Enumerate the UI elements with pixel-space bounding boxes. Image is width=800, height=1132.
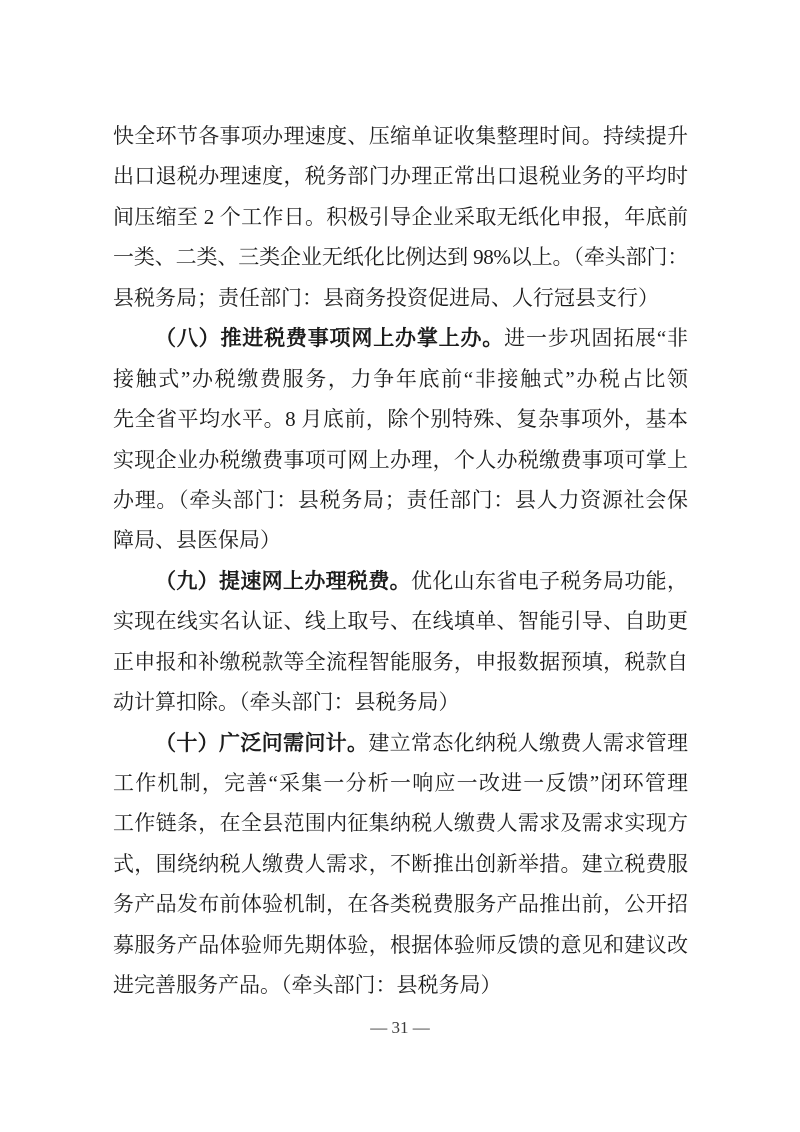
line-text: 障局、县医保局） — [113, 528, 281, 553]
line-text: 县税务局；责任部门：县商务投资促进局、人行冠县支行） — [113, 285, 659, 310]
line-text: 实现在线实名认证、线上取号、在线填单、智能引导、自助更 — [113, 609, 688, 634]
text-line — [113, 803, 688, 843]
line-text: 正申报和补缴税款等全流程智能服务，申报数据预填，税款自 — [113, 649, 688, 674]
line-text: 实现企业办税缴费事项可网上办理，个人办税缴费事项可掌上 — [113, 447, 688, 472]
line-text: 动计算扣除。（牵头部门：县税务局） — [113, 690, 460, 715]
line-text: 进完善服务产品。（牵头部门：县税务局） — [113, 973, 502, 998]
line-text: 一类、二类、三类企业无纸化比例达到 98%以上。（牵头部门： — [113, 245, 688, 270]
text-line — [113, 440, 688, 480]
line-text: 务产品发布前体验机制，在各类税费服务产品推出前，公开招 — [113, 892, 688, 917]
section-heading: （八）推进税费事项网上办掌上办。 — [155, 326, 505, 351]
text-line — [113, 197, 688, 237]
text-line — [113, 480, 688, 520]
text-line — [113, 116, 688, 156]
page-number: — 31 — — [370, 1018, 430, 1037]
line-text: 式，围绕纳税人缴费人需求，不断推出创新举措。建立税费服 — [113, 851, 688, 876]
section-heading: （九）提速网上办理税费。 — [155, 568, 411, 593]
text-line — [113, 156, 688, 196]
text-line — [113, 925, 688, 965]
text-line — [113, 723, 688, 763]
line-text: 接触式”办税缴费服务，力争年底前“非接触式”办税占比领 — [113, 366, 688, 391]
line-text: 办理。（牵头部门：县税务局；责任部门：县人力资源社会保 — [113, 487, 688, 512]
line-text: 建立常态化纳税人缴费人需求管理 — [368, 730, 689, 755]
text-line — [113, 520, 688, 560]
text-line — [113, 601, 688, 641]
text-line — [113, 763, 688, 803]
line-text: 出口退税办理速度，税务部门办理正常出口退税业务的平均时 — [113, 164, 688, 189]
text-line — [113, 237, 688, 277]
line-text: 工作链条，在全县范围内征集纳税人缴费人需求及需求实现方 — [113, 811, 688, 836]
text-line — [113, 884, 688, 924]
line-text: 快全环节各事项办理速度、压缩单证收集整理时间。持续提升 — [113, 124, 688, 148]
text-line — [113, 561, 688, 601]
text-line — [113, 844, 688, 884]
line-text: 募服务产品体验师先期体验，根据体验师反馈的意见和建议改 — [113, 932, 688, 957]
section-heading: （十）广泛问需问计。 — [155, 730, 369, 755]
text-line — [113, 318, 688, 358]
text-line — [113, 278, 688, 318]
text-line — [113, 682, 688, 722]
text-line — [113, 399, 688, 439]
line-text: 工作机制，完善“采集一分析一响应一改进一反馈”闭环管理 — [113, 771, 688, 795]
line-text: 间压缩至 2 个工作日。积极引导企业采取无纸化申报，年底前 — [113, 204, 688, 229]
text-line — [113, 642, 688, 682]
text-block — [113, 116, 688, 1006]
line-text: 优化山东省电子税务局功能， — [411, 568, 688, 593]
text-line — [113, 359, 688, 399]
text-line — [113, 965, 688, 1005]
line-text: 先全省平均水平。8 月底前，除个别特殊、复杂事项外，基本 — [113, 407, 688, 432]
line-text: 进一步巩固拓展“非 — [504, 326, 689, 351]
